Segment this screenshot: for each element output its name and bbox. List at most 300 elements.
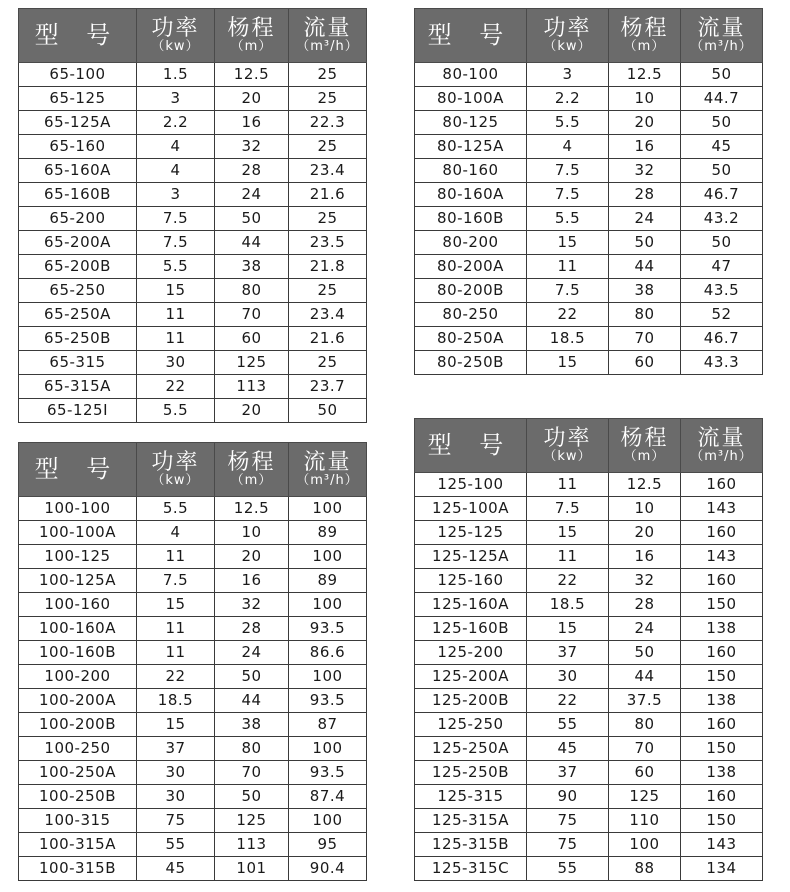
model-cell: 80-160A <box>415 183 527 207</box>
model-cell: 125-200A <box>415 665 527 689</box>
power-cell: 22 <box>527 303 609 327</box>
flow-cell: 25 <box>289 87 367 111</box>
model-cell: 125-200B <box>415 689 527 713</box>
model-cell: 80-160B <box>415 207 527 231</box>
head-cell: 38 <box>215 713 289 737</box>
power-cell: 7.5 <box>527 183 609 207</box>
flow-cell: 50 <box>289 399 367 423</box>
power-cell: 37 <box>137 737 215 761</box>
head-cell: 80 <box>215 737 289 761</box>
head-cell: 60 <box>609 761 681 785</box>
table-row <box>415 785 763 809</box>
flow-cell: 160 <box>681 713 763 737</box>
header-head-unit: （m） <box>623 449 666 465</box>
header-head-unit: （m） <box>623 39 666 55</box>
header-head <box>215 9 289 63</box>
table-row <box>415 665 763 689</box>
table-row <box>415 63 763 87</box>
table-row <box>415 111 763 135</box>
head-cell: 20 <box>215 545 289 569</box>
table-row <box>415 569 763 593</box>
head-cell: 20 <box>609 111 681 135</box>
flow-cell: 23.4 <box>289 159 367 183</box>
model-cell: 65-125 <box>19 87 137 111</box>
table-row <box>19 375 367 399</box>
model-cell: 80-250 <box>415 303 527 327</box>
power-cell: 37 <box>527 761 609 785</box>
power-cell: 7.5 <box>527 159 609 183</box>
table-row <box>19 521 367 545</box>
table-row <box>415 473 763 497</box>
power-cell: 4 <box>137 159 215 183</box>
table-row <box>415 809 763 833</box>
power-cell: 2.2 <box>527 87 609 111</box>
head-cell: 16 <box>215 111 289 135</box>
flow-cell: 93.5 <box>289 689 367 713</box>
head-cell: 125 <box>215 809 289 833</box>
header-power-label: 功率 <box>543 16 592 42</box>
power-cell: 18.5 <box>137 689 215 713</box>
table-row <box>19 569 367 593</box>
table-row <box>415 87 763 111</box>
flow-cell: 43.5 <box>681 279 763 303</box>
head-cell: 70 <box>609 327 681 351</box>
model-cell: 100-200A <box>19 689 137 713</box>
flow-cell: 50 <box>681 231 763 255</box>
header-power-label: 功率 <box>543 426 592 452</box>
head-cell: 38 <box>609 279 681 303</box>
head-cell: 32 <box>609 569 681 593</box>
header-flow <box>681 419 763 473</box>
flow-cell: 52 <box>681 303 763 327</box>
model-cell: 100-250B <box>19 785 137 809</box>
model-cell: 100-160A <box>19 617 137 641</box>
header-row <box>19 443 367 497</box>
model-cell: 80-200B <box>415 279 527 303</box>
power-cell: 5.5 <box>527 207 609 231</box>
table-row <box>415 689 763 713</box>
header-head <box>609 419 681 473</box>
power-cell: 3 <box>137 183 215 207</box>
power-cell: 5.5 <box>137 399 215 423</box>
power-cell: 18.5 <box>527 327 609 351</box>
flow-cell: 21.6 <box>289 327 367 351</box>
model-cell: 100-160 <box>19 593 137 617</box>
table-row <box>19 689 367 713</box>
model-cell: 65-100 <box>19 63 137 87</box>
table-row <box>19 135 367 159</box>
flow-cell: 143 <box>681 497 763 521</box>
head-cell: 100 <box>609 833 681 857</box>
flow-cell: 93.5 <box>289 617 367 641</box>
flow-cell: 50 <box>681 159 763 183</box>
flow-cell: 100 <box>289 497 367 521</box>
flow-cell: 23.5 <box>289 231 367 255</box>
power-cell: 55 <box>527 713 609 737</box>
model-cell: 100-200B <box>19 713 137 737</box>
table-row <box>19 399 367 423</box>
power-cell: 55 <box>137 833 215 857</box>
power-cell: 30 <box>137 785 215 809</box>
header-row <box>415 419 763 473</box>
header-model-label: 型 号 <box>427 430 514 459</box>
header-power-unit: （kw） <box>543 449 592 465</box>
head-cell: 70 <box>215 761 289 785</box>
flow-cell: 100 <box>289 809 367 833</box>
table-row <box>415 255 763 279</box>
header-power-unit: （kw） <box>151 39 200 55</box>
model-cell: 65-315A <box>19 375 137 399</box>
head-cell: 12.5 <box>609 473 681 497</box>
model-cell: 125-250B <box>415 761 527 785</box>
power-cell: 30 <box>137 761 215 785</box>
header-model-label: 型 号 <box>34 20 121 49</box>
model-cell: 125-160A <box>415 593 527 617</box>
table-row <box>19 593 367 617</box>
table-row <box>415 351 763 375</box>
flow-cell: 46.7 <box>681 327 763 351</box>
table-row <box>19 665 367 689</box>
header-head <box>609 9 681 63</box>
spec-table-80-series <box>414 8 763 375</box>
header-flow-unit: （m³/h） <box>296 473 359 489</box>
head-cell: 12.5 <box>609 63 681 87</box>
flow-cell: 143 <box>681 833 763 857</box>
model-cell: 65-250B <box>19 327 137 351</box>
table-row <box>19 737 367 761</box>
model-cell: 65-200A <box>19 231 137 255</box>
table-row <box>415 279 763 303</box>
model-cell: 80-125 <box>415 111 527 135</box>
model-cell: 125-200 <box>415 641 527 665</box>
model-cell: 100-315B <box>19 857 137 881</box>
power-cell: 22 <box>527 569 609 593</box>
head-cell: 28 <box>215 159 289 183</box>
head-cell: 28 <box>609 593 681 617</box>
model-cell: 80-125A <box>415 135 527 159</box>
flow-cell: 138 <box>681 761 763 785</box>
model-cell: 65-160B <box>19 183 137 207</box>
model-cell: 125-250A <box>415 737 527 761</box>
table-row <box>415 135 763 159</box>
header-row <box>415 9 763 63</box>
flow-cell: 160 <box>681 521 763 545</box>
flow-cell: 22.3 <box>289 111 367 135</box>
header-power <box>527 419 609 473</box>
head-cell: 80 <box>609 713 681 737</box>
table-row <box>415 521 763 545</box>
model-cell: 125-160B <box>415 617 527 641</box>
head-cell: 24 <box>609 207 681 231</box>
power-cell: 5.5 <box>137 255 215 279</box>
head-cell: 28 <box>215 617 289 641</box>
head-cell: 12.5 <box>215 497 289 521</box>
table-row <box>415 497 763 521</box>
model-cell: 80-100 <box>415 63 527 87</box>
power-cell: 1.5 <box>137 63 215 87</box>
head-cell: 10 <box>609 497 681 521</box>
flow-cell: 46.7 <box>681 183 763 207</box>
head-cell: 32 <box>609 159 681 183</box>
flow-cell: 44.7 <box>681 87 763 111</box>
flow-cell: 160 <box>681 641 763 665</box>
power-cell: 11 <box>137 641 215 665</box>
head-cell: 44 <box>215 231 289 255</box>
spec-table-125-series <box>414 418 763 881</box>
spec-table-100-series <box>18 442 367 881</box>
table-row <box>19 303 367 327</box>
header-flow <box>681 9 763 63</box>
power-cell: 4 <box>137 521 215 545</box>
header-flow-unit: （m³/h） <box>296 39 359 55</box>
table-row <box>415 617 763 641</box>
model-cell: 100-125 <box>19 545 137 569</box>
table-row <box>19 641 367 665</box>
table-row <box>19 809 367 833</box>
head-cell: 101 <box>215 857 289 881</box>
model-cell: 125-315A <box>415 809 527 833</box>
flow-cell: 90.4 <box>289 857 367 881</box>
flow-cell: 25 <box>289 351 367 375</box>
header-flow <box>289 443 367 497</box>
head-cell: 44 <box>609 665 681 689</box>
model-cell: 125-315B <box>415 833 527 857</box>
head-cell: 20 <box>215 87 289 111</box>
power-cell: 75 <box>527 833 609 857</box>
flow-cell: 150 <box>681 737 763 761</box>
flow-cell: 160 <box>681 473 763 497</box>
power-cell: 11 <box>137 617 215 641</box>
head-cell: 24 <box>215 183 289 207</box>
flow-cell: 87.4 <box>289 785 367 809</box>
power-cell: 15 <box>527 231 609 255</box>
table-row <box>415 593 763 617</box>
head-cell: 113 <box>215 375 289 399</box>
head-cell: 10 <box>609 87 681 111</box>
flow-cell: 138 <box>681 617 763 641</box>
table-row <box>415 857 763 881</box>
table-row <box>19 761 367 785</box>
flow-cell: 95 <box>289 833 367 857</box>
model-cell: 65-200 <box>19 207 137 231</box>
power-cell: 5.5 <box>137 497 215 521</box>
header-head <box>215 443 289 497</box>
head-cell: 32 <box>215 593 289 617</box>
table-row <box>415 207 763 231</box>
power-cell: 7.5 <box>137 207 215 231</box>
header-power-label: 功率 <box>151 16 200 42</box>
head-cell: 50 <box>215 665 289 689</box>
model-cell: 100-100 <box>19 497 137 521</box>
flow-cell: 23.4 <box>289 303 367 327</box>
head-cell: 50 <box>215 785 289 809</box>
head-cell: 125 <box>215 351 289 375</box>
header-power <box>137 443 215 497</box>
model-cell: 65-250 <box>19 279 137 303</box>
flow-cell: 47 <box>681 255 763 279</box>
head-cell: 80 <box>609 303 681 327</box>
header-flow-label: 流量 <box>303 450 352 476</box>
header-power <box>527 9 609 63</box>
power-cell: 75 <box>137 809 215 833</box>
head-cell: 70 <box>609 737 681 761</box>
head-cell: 80 <box>215 279 289 303</box>
table-row <box>19 87 367 111</box>
flow-cell: 100 <box>289 593 367 617</box>
flow-cell: 23.7 <box>289 375 367 399</box>
head-cell: 44 <box>609 255 681 279</box>
model-cell: 100-160B <box>19 641 137 665</box>
model-cell: 65-160 <box>19 135 137 159</box>
table-row <box>19 833 367 857</box>
table-row <box>415 231 763 255</box>
flow-cell: 100 <box>289 545 367 569</box>
header-head-label: 杨程 <box>227 450 276 476</box>
head-cell: 125 <box>609 785 681 809</box>
model-cell: 100-250 <box>19 737 137 761</box>
table-row <box>415 327 763 351</box>
power-cell: 3 <box>137 87 215 111</box>
flow-cell: 21.8 <box>289 255 367 279</box>
head-cell: 20 <box>215 399 289 423</box>
table-row <box>415 183 763 207</box>
header-model <box>415 9 527 63</box>
model-cell: 100-125A <box>19 569 137 593</box>
header-power-unit: （kw） <box>151 473 200 489</box>
header-model <box>19 9 137 63</box>
power-cell: 22 <box>137 375 215 399</box>
table-row <box>415 159 763 183</box>
flow-cell: 93.5 <box>289 761 367 785</box>
power-cell: 7.5 <box>527 497 609 521</box>
power-cell: 2.2 <box>137 111 215 135</box>
power-cell: 18.5 <box>527 593 609 617</box>
table-row <box>19 207 367 231</box>
power-cell: 15 <box>137 713 215 737</box>
head-cell: 44 <box>215 689 289 713</box>
header-head-label: 杨程 <box>227 16 276 42</box>
header-head-unit: （m） <box>230 473 273 489</box>
table-row <box>19 255 367 279</box>
table-row <box>19 111 367 135</box>
header-row <box>19 9 367 63</box>
flow-cell: 89 <box>289 569 367 593</box>
flow-cell: 150 <box>681 665 763 689</box>
head-cell: 37.5 <box>609 689 681 713</box>
head-cell: 38 <box>215 255 289 279</box>
power-cell: 22 <box>527 689 609 713</box>
head-cell: 20 <box>609 521 681 545</box>
power-cell: 55 <box>527 857 609 881</box>
model-cell: 100-250A <box>19 761 137 785</box>
power-cell: 30 <box>137 351 215 375</box>
table-row <box>19 183 367 207</box>
flow-cell: 160 <box>681 569 763 593</box>
table-row <box>415 641 763 665</box>
model-cell: 125-315C <box>415 857 527 881</box>
header-flow <box>289 9 367 63</box>
model-cell: 65-315 <box>19 351 137 375</box>
flow-cell: 100 <box>289 737 367 761</box>
model-cell: 100-200 <box>19 665 137 689</box>
model-cell: 125-315 <box>415 785 527 809</box>
power-cell: 15 <box>527 521 609 545</box>
model-cell: 65-125A <box>19 111 137 135</box>
power-cell: 11 <box>527 545 609 569</box>
model-cell: 125-100 <box>415 473 527 497</box>
model-cell: 125-250 <box>415 713 527 737</box>
power-cell: 5.5 <box>527 111 609 135</box>
table-row <box>19 327 367 351</box>
header-flow-unit: （m³/h） <box>690 449 753 465</box>
header-model <box>415 419 527 473</box>
model-cell: 65-250A <box>19 303 137 327</box>
power-cell: 11 <box>137 545 215 569</box>
table-row <box>19 279 367 303</box>
head-cell: 88 <box>609 857 681 881</box>
header-model-label: 型 号 <box>427 20 514 49</box>
flow-cell: 50 <box>681 111 763 135</box>
header-head-label: 杨程 <box>620 16 669 42</box>
model-cell: 125-125 <box>415 521 527 545</box>
model-cell: 65-160A <box>19 159 137 183</box>
flow-cell: 160 <box>681 785 763 809</box>
table-row <box>415 833 763 857</box>
power-cell: 22 <box>137 665 215 689</box>
head-cell: 16 <box>215 569 289 593</box>
power-cell: 15 <box>137 593 215 617</box>
model-cell: 65-125I <box>19 399 137 423</box>
head-cell: 50 <box>215 207 289 231</box>
model-cell: 80-160 <box>415 159 527 183</box>
power-cell: 7.5 <box>527 279 609 303</box>
head-cell: 50 <box>609 641 681 665</box>
head-cell: 60 <box>215 327 289 351</box>
model-cell: 100-100A <box>19 521 137 545</box>
model-cell: 80-200 <box>415 231 527 255</box>
head-cell: 16 <box>609 135 681 159</box>
header-flow-label: 流量 <box>697 16 746 42</box>
header-power <box>137 9 215 63</box>
power-cell: 15 <box>137 279 215 303</box>
flow-cell: 25 <box>289 63 367 87</box>
flow-cell: 138 <box>681 689 763 713</box>
head-cell: 60 <box>609 351 681 375</box>
head-cell: 28 <box>609 183 681 207</box>
flow-cell: 45 <box>681 135 763 159</box>
head-cell: 113 <box>215 833 289 857</box>
model-cell: 80-250A <box>415 327 527 351</box>
power-cell: 90 <box>527 785 609 809</box>
table-row <box>415 545 763 569</box>
table-row <box>19 713 367 737</box>
head-cell: 70 <box>215 303 289 327</box>
model-cell: 125-125A <box>415 545 527 569</box>
model-cell: 100-315A <box>19 833 137 857</box>
table-row <box>415 737 763 761</box>
power-cell: 11 <box>137 303 215 327</box>
head-cell: 10 <box>215 521 289 545</box>
power-cell: 4 <box>137 135 215 159</box>
flow-cell: 25 <box>289 207 367 231</box>
table-row <box>19 351 367 375</box>
table-row <box>19 785 367 809</box>
model-cell: 80-100A <box>415 87 527 111</box>
flow-cell: 43.3 <box>681 351 763 375</box>
table-row <box>415 713 763 737</box>
flow-cell: 43.2 <box>681 207 763 231</box>
head-cell: 32 <box>215 135 289 159</box>
